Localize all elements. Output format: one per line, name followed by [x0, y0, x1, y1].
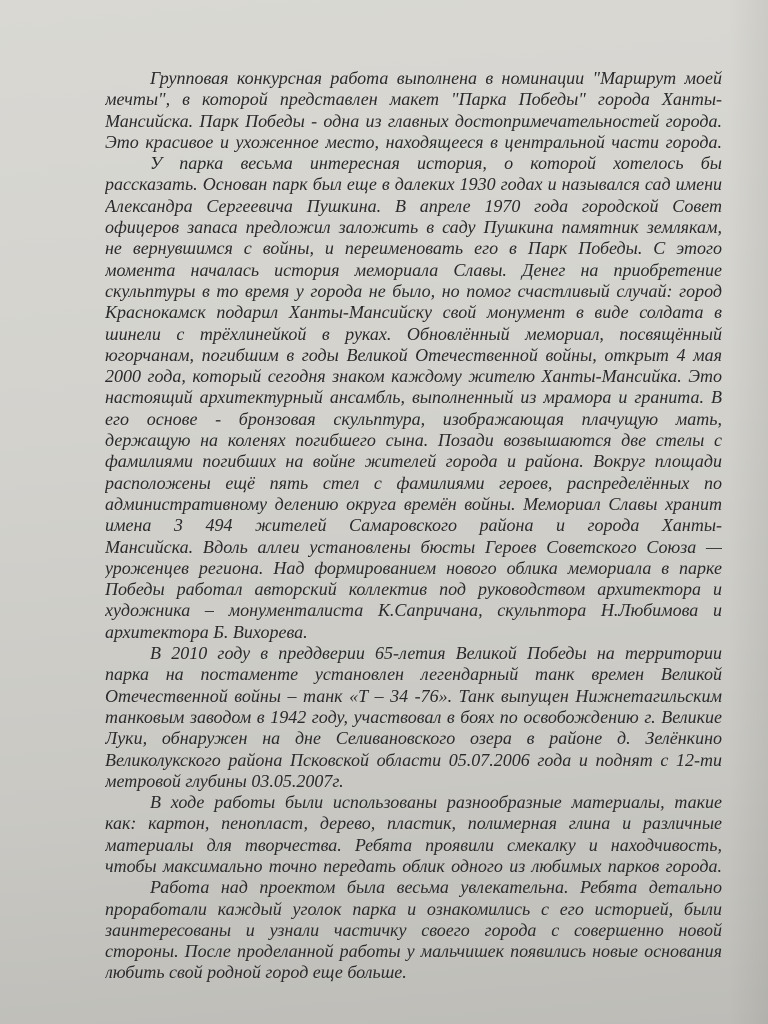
paragraph: [105, 643, 722, 792]
text-line: его основе - бронзовая скульптура, изображающая плачущую мать,: [105, 408, 722, 429]
page-edge-shadow: [728, 0, 768, 1024]
text-line: Мансийска. Вдоль аллеи установлены бюсты Героев Советского Союза —: [105, 536, 722, 557]
text-line: скульптуры в то время у города не было, но помог счастливый случай: город: [105, 280, 722, 301]
text-line: фамилиями погибших на войне жителей города и района. Вокруг площади: [105, 451, 722, 472]
text-line: Великолукского района Псковской области 05.07.2006 года и поднят с 12-ти: [105, 749, 722, 770]
text-line: В ходе работы были использованы разнообразные материалы, такие: [150, 792, 722, 813]
text-line: метровой глубины 03.05.2007г.: [105, 770, 344, 791]
text-line: расположены ещё пять стел с фамилиями героев, распределённых по: [105, 472, 722, 493]
text-line: Луки, обнаружен на дне Селивановского озера в районе д. Зелёнкино: [105, 728, 722, 749]
text-line: Краснокамск подарил Ханты-Мансийску свой монумент в виде солдата в: [105, 302, 722, 323]
text-line: парка на постаменте установлен легендарный танк времен Великой: [105, 664, 722, 685]
text-line: любить свой родной город еще больше.: [105, 962, 407, 983]
text-line: Это красивое и ухоженное место, находящееся в центральной части города.: [105, 131, 722, 152]
text-line: шинели с трёхлинейкой в руках. Обновлённый мемориал, посвящённый: [105, 323, 722, 344]
text-line: настоящий архитектурный ансамбль, выполненный из мрамора и гранита. В: [105, 387, 722, 408]
text-line: мечты", в которой представлен макет "Парка Победы" города Ханты-: [105, 89, 722, 110]
text-line: Мансийска. Парк Победы - одна из главных достопримечательностей города.: [105, 110, 722, 131]
text-line: имена 3 494 жителей Самаровского района и города Ханты-: [105, 515, 722, 536]
text-line: В 2010 году в преддверии 65-летия Великой Победы на территории: [150, 643, 722, 664]
text-line: проработали каждый уголок парка и ознакомились с его историей, были: [105, 898, 722, 919]
paragraph: [105, 68, 722, 153]
text-line: танковым заводом в 1942 году, участвовал в боях по освобождению г. Великие: [105, 706, 722, 727]
text-line: стороны. После проделанной работы у мальчишек появились новые основания: [105, 941, 722, 962]
paragraph: [105, 792, 722, 877]
text-line: Групповая конкурсная работа выполнена в номинации "Маршрут моей: [150, 68, 722, 88]
text-line: 2000 года, который сегодня знаком каждому жителю Ханты-Мансийка. Это: [105, 366, 722, 387]
text-line: не вернувшимся с войны, и переименовать его в Парк Победы. С этого: [105, 238, 722, 259]
text-line: уроженцев региона. Над формированием нового облика мемориала в парке: [105, 557, 722, 578]
paragraph: [105, 153, 722, 643]
text-line: как: картон, пенопласт, дерево, пластик, полимерная глина и различные: [105, 813, 722, 834]
text-line: У парка весьма интересная история, о которой хотелось бы: [150, 153, 722, 174]
text-line: держащую на коленях погибшего сына. Позади возвышаются две стелы с: [105, 430, 722, 451]
text-line: Работа над проектом была весьма увлекательна. Ребята детально: [150, 877, 722, 898]
text-line: архитектора Б. Вихорева.: [105, 621, 308, 642]
text-line: Александра Сергеевича Пушкина. В апреле 1970 года городской Совет: [105, 195, 722, 216]
text-line: югорчанам, погибшим в годы Великой Отечественной войны, открыт 4 мая: [105, 344, 722, 365]
text-line: художника – монументалиста К.Сапричана, скульптора Н.Любимова и: [105, 600, 722, 621]
text-line: заинтересованы и узнали частичку своего города с совершенно новой: [105, 919, 722, 940]
text-line: рассказать. Основан парк был еще в далеких 1930 годах и назывался сад имени: [105, 174, 722, 195]
text-line: чтобы максимально точно передать облик одного из любимых парков города.: [105, 855, 722, 876]
text-line: момента началась история мемориала Славы. Денег на приобретение: [105, 259, 722, 280]
text-line: административному делению округа времён войны. Мемориал Славы хранит: [105, 493, 722, 514]
paragraph: [105, 877, 722, 983]
text-line: офицеров запаса предложил заложить в саду Пушкина памятник землякам,: [105, 217, 722, 238]
text-line: материалы для творчества. Ребята проявили смекалку и находчивость,: [105, 834, 722, 855]
text-line: Отечественной войны – танк «Т – 34 -76». Танк выпущен Нижнетагильским: [105, 685, 722, 706]
document-body: [105, 68, 722, 984]
text-line: Победы работал авторский коллектив под руководством архитектора и: [105, 579, 722, 600]
